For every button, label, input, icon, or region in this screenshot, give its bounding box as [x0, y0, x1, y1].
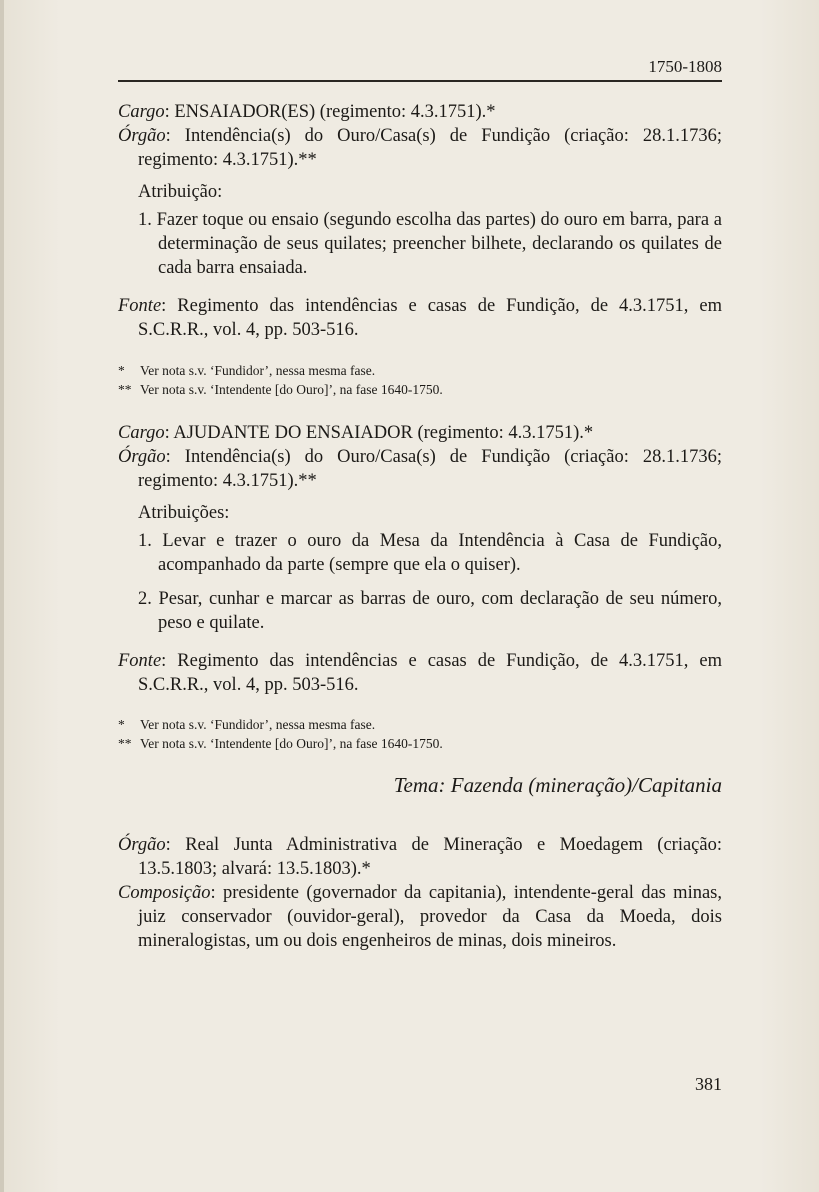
atribuicao-heading: Atribuição: — [138, 182, 223, 202]
footnote-mark: * — [118, 362, 125, 378]
fonte-line: Fonte: Regimento das intendências e casas de Fundição, de 4.3.1751, em S.C.R.R., vol. 4, pp. 503-516. — [118, 650, 722, 695]
composicao-text: presidente (governador da capitania), intendente-geral das minas, juiz conservador (ouvidor-geral), provedor da Casa da Moeda, dois mineralogistas, um ou dois engenheiros de minas, dois mineiros. — [138, 883, 722, 951]
fonte-line: Fonte: Regimento das intendências e casas de Fundição, de 4.3.1751, em S.C.R.R., vol. 4, pp. 503-516. — [118, 296, 722, 340]
orgao-text: Intendência(s) do Ouro/Casa(s) de Fundição (criação: 28.1.1736; regimento: 4.3.1751).** — [138, 126, 723, 170]
fonte-text: Regimento das intendências e casas de Fundição, de 4.3.1751, em S.C.R.R., vol. 4, pp. 503-516. — [138, 296, 722, 340]
atribuicao-item: 1. Levar e trazer o ouro da Mesa da Intendência à Casa de Fundição, acompanhado da parte (sempre que ela o quiser). — [138, 530, 722, 575]
orgao-label: Órgão — [118, 446, 166, 467]
running-header-date: 1750-1808 — [648, 57, 722, 76]
footnote — [118, 715, 722, 734]
footnote — [118, 361, 722, 380]
theme-heading: Tema: Fazenda (mineração)/Capitania — [393, 773, 722, 797]
page-number: 381 — [695, 1074, 722, 1094]
header-rule — [118, 80, 722, 82]
cargo-text: AJUDANTE DO ENSAIADOR (regimento: 4.3.1751).* — [173, 422, 594, 443]
footnote-mark: ** — [118, 736, 132, 751]
entry-real-junta — [118, 833, 722, 953]
cargo-line: Cargo: ENSAIADOR(ES) (regimento: 4.3.1751).* — [118, 102, 496, 122]
cargo-line: Cargo: AJUDANTE DO ENSAIADOR (regimento: 4.3.1751).* — [118, 422, 594, 443]
composicao-line: Composição: presidente (governador da capitania), intendente-geral das minas, juiz conservador (ouvidor-geral), provedor da Casa da Moeda, dois mineralogistas, um ou dois engenheiros de minas, dois mineiros. — [118, 883, 722, 951]
footnote — [118, 734, 722, 753]
cargo-label: Cargo — [118, 102, 165, 122]
footnote-mark: * — [118, 717, 125, 732]
orgao-line: Órgão: Intendência(s) do Ouro/Casa(s) de Fundição (criação: 28.1.1736; regimento: 4.3.1751).** — [118, 126, 723, 170]
footnote — [118, 380, 722, 399]
cargo-label: Cargo — [118, 422, 165, 443]
entry-ensaiador — [118, 100, 722, 399]
page-content — [118, 100, 722, 953]
footnote-text: Ver nota s.v. ‘Fundidor’, nessa mesma fase. — [140, 362, 376, 378]
footnotes — [118, 361, 722, 399]
orgao-line: Órgão: Intendência(s) do Ouro/Casa(s) de Fundição (criação: 28.1.1736; regimento: 4.3.1751).** — [118, 446, 723, 491]
orgao-text: Intendência(s) do Ouro/Casa(s) de Fundição (criação: 28.1.1736; regimento: 4.3.1751).** — [138, 446, 723, 491]
page-spine-shadow — [0, 0, 4, 1192]
orgao-line: Órgão: Real Junta Administrativa de Mineração e Moedagem (criação: 13.5.1803; alvará: 13.5.1803).* — [118, 835, 722, 879]
fonte-text: Regimento das intendências e casas de Fundição, de 4.3.1751, em S.C.R.R., vol. 4, pp. 503-516. — [138, 650, 722, 695]
orgao-label: Órgão — [118, 835, 166, 855]
orgao-label: Órgão — [118, 126, 166, 146]
atribuicoes-heading: Atribuições: — [138, 502, 230, 523]
orgao-text: Real Junta Administrativa de Mineração e Moedagem (criação: 13.5.1803; alvará: 13.5.1803).* — [138, 835, 722, 879]
fonte-label: Fonte — [118, 296, 162, 316]
footnotes — [118, 715, 722, 753]
entry-ajudante-ensaiador — [118, 421, 722, 754]
composicao-label: Composição — [118, 883, 211, 903]
fonte-label: Fonte — [118, 650, 162, 671]
footnote-text: Ver nota s.v. ‘Intendente [do Ouro]’, na fase 1640-1750. — [140, 381, 443, 397]
atribuicao-item: 1. Fazer toque ou ensaio (segundo escolha das partes) do ouro em barra, para a determinação de seus quilates; preencher bilhete, declarando os quilates de cada barra ensaiada. — [138, 210, 722, 278]
footnote-text: Ver nota s.v. ‘Intendente [do Ouro]’, na fase 1640-1750. — [140, 736, 443, 751]
cargo-text: ENSAIADOR(ES) (regimento: 4.3.1751).* — [174, 102, 496, 122]
atribuicao-item: 2. Pesar, cunhar e marcar as barras de ouro, com declaração de seu número, peso e quilate. — [138, 588, 722, 633]
footnote-text: Ver nota s.v. ‘Fundidor’, nessa mesma fase. — [140, 717, 376, 732]
footnote-mark: ** — [118, 381, 132, 397]
